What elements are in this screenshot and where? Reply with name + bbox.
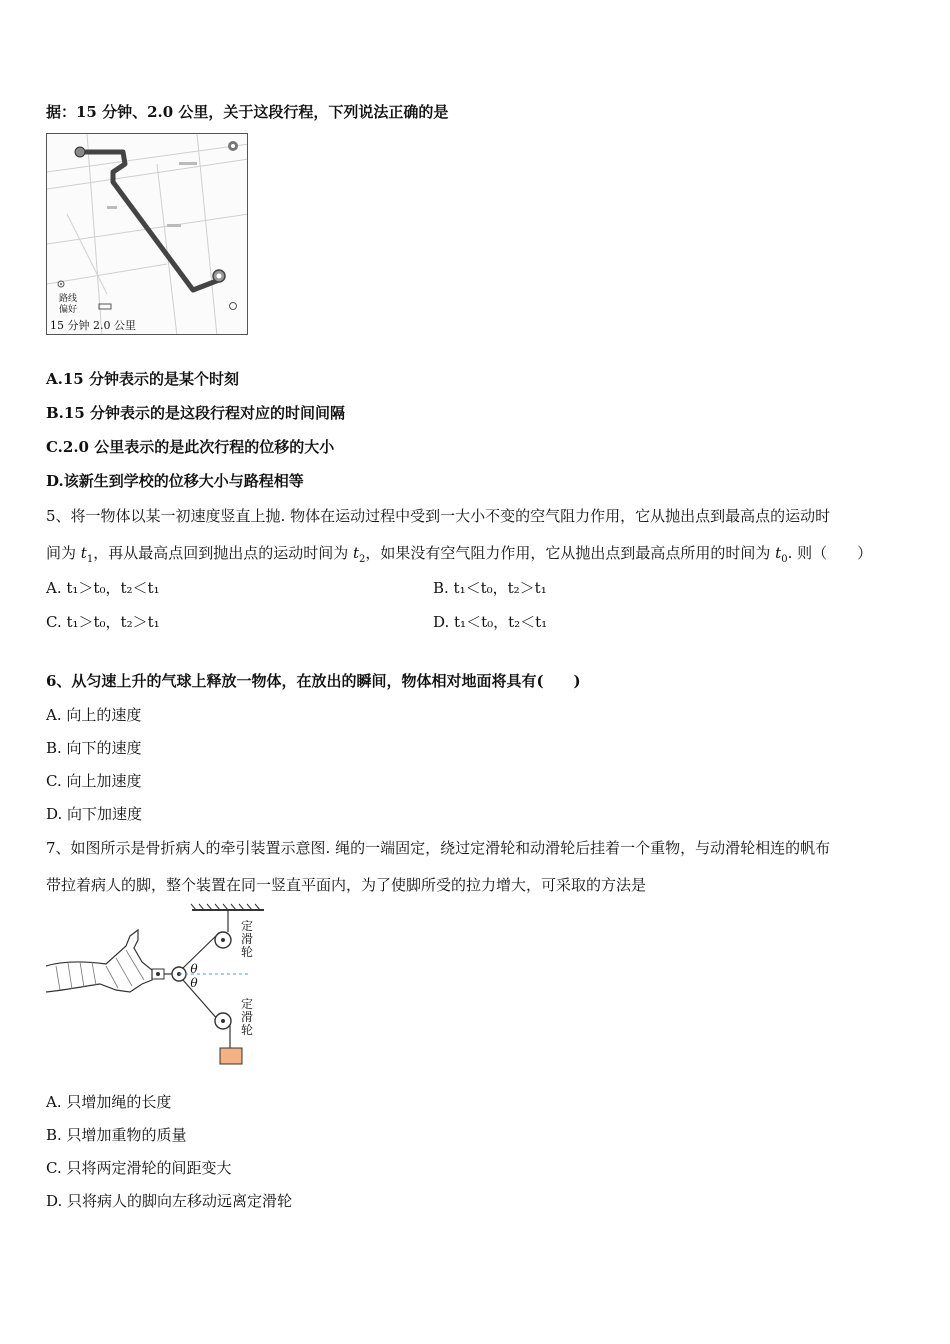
q6-option-a: A. 向上的速度 (46, 706, 142, 724)
q4-option-a: A.15 分钟表示的是某个时刻 (46, 370, 239, 388)
angle-label-lower: θ (190, 976, 198, 990)
q6-option-d: D. 向下加速度 (46, 805, 143, 823)
top-pulley-label: 定滑轮 (240, 919, 253, 959)
q7-option-d: D. 只将病人的脚向左移动远离定滑轮 (46, 1192, 293, 1210)
angle-label-upper: θ (190, 962, 198, 976)
weight-block (220, 1048, 242, 1064)
route-map-image (46, 133, 248, 335)
q7-option-a: A. 只增加绳的长度 (46, 1093, 172, 1111)
q4-option-b: B.15 分钟表示的是这段行程对应的时间间隔 (46, 404, 345, 422)
q4-stem: 据：15 分钟、2.0 公里，关于这段行程，下列说法正确的是 (46, 103, 449, 121)
q6-option-c: C. 向上加速度 (46, 772, 142, 790)
bottom-pulley-label: 定滑轮 (240, 997, 253, 1037)
q5-stem-line2: 间为 $t_1$，再从最高点回到抛出点的运动时间为 $t_2$，如果没有空气阻力作用，它从抛出点到最高点所用的时间为 $t_0$. 则（ ） (46, 544, 873, 565)
start-marker-icon (75, 147, 85, 157)
q7-stem-line2: 带拉着病人的脚，整个装置在同一竖直平面内，为了使脚所受的拉力增大，可采取的方法是 (46, 876, 647, 894)
q6-option-b: B. 向下的速度 (46, 739, 142, 757)
q7-option-c: C. 只将两定滑轮的间距变大 (46, 1159, 232, 1177)
q5-option-c: C. t₁＞t₀，t₂＞t₁ (46, 613, 160, 631)
q5-option-d: D. t₁＜t₀，t₂＜t₁ (433, 613, 548, 631)
q4-option-d: D.该新生到学校的位移大小与路程相等 (46, 472, 304, 490)
q5-stem-line1: 5、将一物体以某一初速度竖直上抛. 物体在运动过程中受到一大小不变的空气阻力作用，它从抛出点到最高点的运动时 (46, 507, 831, 525)
route-summary-caption: 15 分钟 2.0 公里 (50, 319, 136, 332)
q4-option-c: C.2.0 公里表示的是此次行程的位移的大小 (46, 438, 335, 456)
q7-stem-line1: 7、如图所示是骨折病人的牵引装置示意图. 绳的一端固定，绕过定滑轮和动滑轮后挂着一个重物，与动滑轮相连的帆布 (46, 839, 831, 857)
route-preference-label: 路线 偏好 (59, 294, 78, 315)
traction-device-diagram (46, 900, 286, 1070)
q6-stem: 6、从匀速上升的气球上释放一物体，在放出的瞬间，物体相对地面将具有( ) (46, 672, 581, 690)
q7-option-b: B. 只增加重物的质量 (46, 1126, 187, 1144)
q5-option-a: A. t₁＞t₀，t₂＜t₁ (46, 579, 160, 597)
q5-option-b: B. t₁＜t₀，t₂＞t₁ (433, 579, 547, 597)
